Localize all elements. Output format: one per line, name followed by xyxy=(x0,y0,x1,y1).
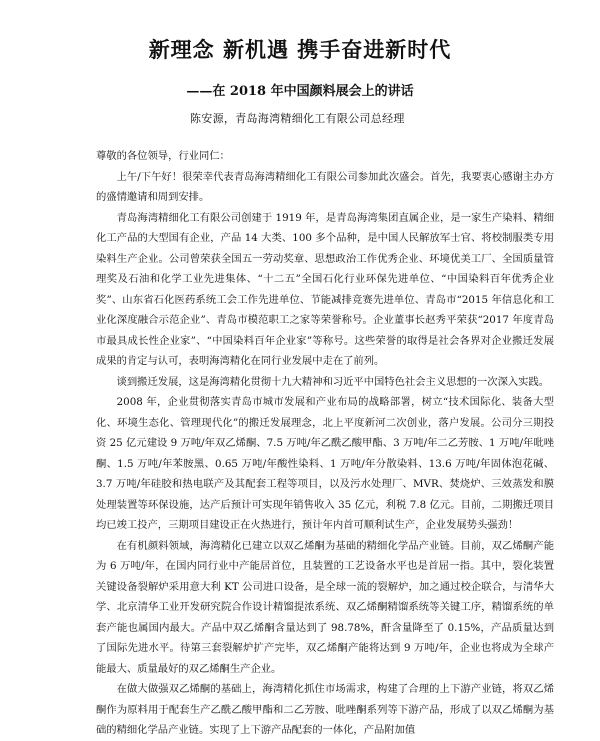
document-subtitle: ——在 2018 年中国颜料展会上的讲话 xyxy=(186,84,414,99)
greeting: 尊敬的各位领导，行业同仁： xyxy=(96,150,230,162)
paragraph: 青岛海湾精细化工有限公司创建于 1919 年，是青岛海湾集团直属企业，是一家生产染料、精细化工产品的大型国有企业，产品 14 大类、100 多个品种，是中国人民解放军士官、将校制服类专用染料生产企业。公司曾荣获全国五一劳动奖章、思想政治工作优秀企业、环境优美工厂、全国质量管理奖及石油和化学工业先进集体、“十二五”全国石化行业环保先进单位、“中国染料百年优秀企业奖”、山东省石化医药系统工会工作先进单位、节能减排竞赛先进单位、青岛市“2015 年信息化和工业化深度融合示范企业”、青岛市模范职工之家等荣誉称号。企业董事长赵秀平荣获“2017 年度青岛市最具成长性企业家”、“中国染料百年企业家”等称号。这些荣誉的取得是社会各界对企业搬迁发展成果的肯定与认可，表明海湾精化在同行业发展中走在了前列。 xyxy=(96,211,554,367)
paragraph: 在有机颜料领域，海湾精化已建立以双乙烯酮为基础的精细化学品产业链。目前，双乙烯酮产能为 6 万吨/年，在国内同行业中产能居首位，且装置的工艺设备水平也是首屈一指。其中，裂化装置关键设备裂解炉采用意大利 KT 公司进口设备，是全球一流的裂解炉，加之通过校企联合，与清华大学、北京清华工业开发研究院合作设计精馏提浓系统、双乙烯酮精馏系统等关键工序，精馏系统的单套产能也属国内最大。产品中双乙烯酮含量达到了 98.78%，酐含量降至了 0.15%，产品质量达到了国际先进水平。待第三套裂解炉扩产完毕，双乙烯酮产能将达到 9 万吨/年，企业也将成为全球产能最大、质量最好的双乙烯酮生产企业。 xyxy=(96,539,554,675)
document-body xyxy=(96,146,554,741)
paragraph: 2008 年，企业贯彻落实青岛市城市发展和产业布局的战略部署，树立“技术国际化、装备大型化、环境生态化、管理现代化”的搬迁发展理念，北上平度新河二次创业，落户发展。公司分三期投资 25 亿元建设 9 万吨/年双乙烯酮、7.5 万吨/年乙酰乙酸甲酯、3 万吨/年二乙芳胺、1 万吨/年吡唑酮、1.5 万吨/年苯胺黑、0.65 万吨/年酸性染料、1 万吨/年分散染料、13.6 万吨/年固体泡花碱、3.7 万吨/年硅胶和热电联产及其配套工程等项目，以及污水处理厂、MVR、焚烧炉、三效蒸发和膜处理装置等环保设施，达产后预计可实现年销售收入 35 亿元，利税 7.8 亿元。目前，二期搬迁项目均已竣工投产，三期项目建设正在火热进行，预计年内首可顺利试生产，企业发展势头强劲！ xyxy=(96,396,554,531)
paragraph: 上午/下午好！很荣幸代表青岛海湾精细化工有限公司参加此次盛会。首先，我要衷心感谢主办方的盛情邀请和周到安排。 xyxy=(96,170,554,203)
paragraph: 谈到搬迁发展，这是海湾精化贯彻十九大精神和习近平中国特色社会主义思想的一次深入实践。 xyxy=(116,375,550,388)
author-line: 陈安源，青岛海湾精细化工有限公司总经理 xyxy=(190,112,405,125)
paragraph: 在做大做强双乙烯酮的基础上，海湾精化抓住市场需求，构建了合理的上下游产业链，将双乙烯酮作为原料用于配套生产乙酰乙酸甲酯和二乙芳胺、吡唑酮系列等下游产品，形成了以双乙烯酮为基础的精细化学品产业链。实现了上下游产品配套的一体化，产品附加值 xyxy=(96,683,554,736)
document-title: 新理念 新机遇 携手奋进新时代 xyxy=(148,37,452,62)
